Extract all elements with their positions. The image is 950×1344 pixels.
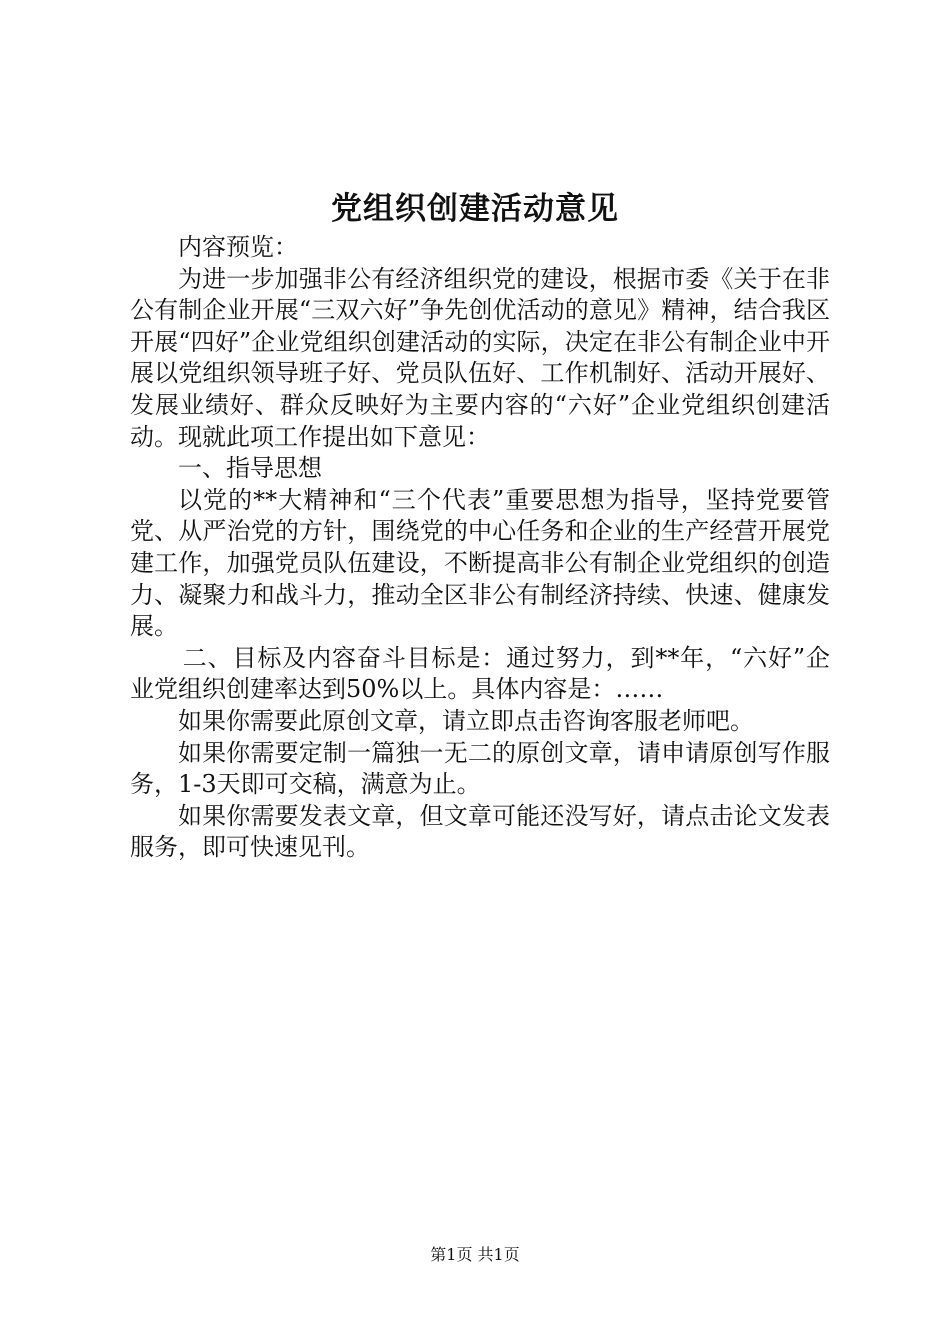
goals-paragraph: 二、目标及内容奋斗目标是：通过努力，到**年，“六好”企业党组织创建率达到50%以上。具体内容是：…… [130,643,830,704]
document-title: 党组织创建活动意见 [331,191,619,227]
consult-service-paragraph: 如果你需要此原创文章，请立即点击咨询客服老师吧。 [178,706,754,735]
guiding-thought-paragraph: 以党的**大精神和“三个代表”重要思想为指导，坚持党要管党、从严治党的方针，围绕党的中心任务和企业的生产经营开展党建工作，加强党员队伍建设，不断提高非公有制企业党组织的创造力、凝聚力和战斗力，推动全区非公有制经济持续、快速、健康发展。 [130,485,830,641]
preview-label: 内容预览： [178,233,298,261]
document-body [130,232,830,864]
custom-writing-paragraph: 如果你需要定制一篇独一无二的原创文章，请申请原创写作服务，1-3天即可交稿，满意为止。 [130,738,830,799]
page-number-footer: 第1页 共1页 [430,1245,520,1264]
publishing-service-paragraph: 如果你需要发表文章，但文章可能还没写好，请点击论文发表服务，即可快速见刊。 [130,801,830,862]
section-heading-guiding-thought: 一、指导思想 [178,454,322,483]
intro-paragraph: 为进一步加强非公有经济组织党的建设，根据市委《关于在非公有制企业开展“三双六好”争先创优活动的意见》精神，结合我区开展“四好”企业党组织创建活动的实际，决定在非公有制企业中开展以党组织领导班子好、党员队伍好、工作机制好、活动开展好、发展业绩好、群众反映好为主要内容的“六好”企业党组织创建活动。现就此项工作提出如下意见： [130,264,830,451]
